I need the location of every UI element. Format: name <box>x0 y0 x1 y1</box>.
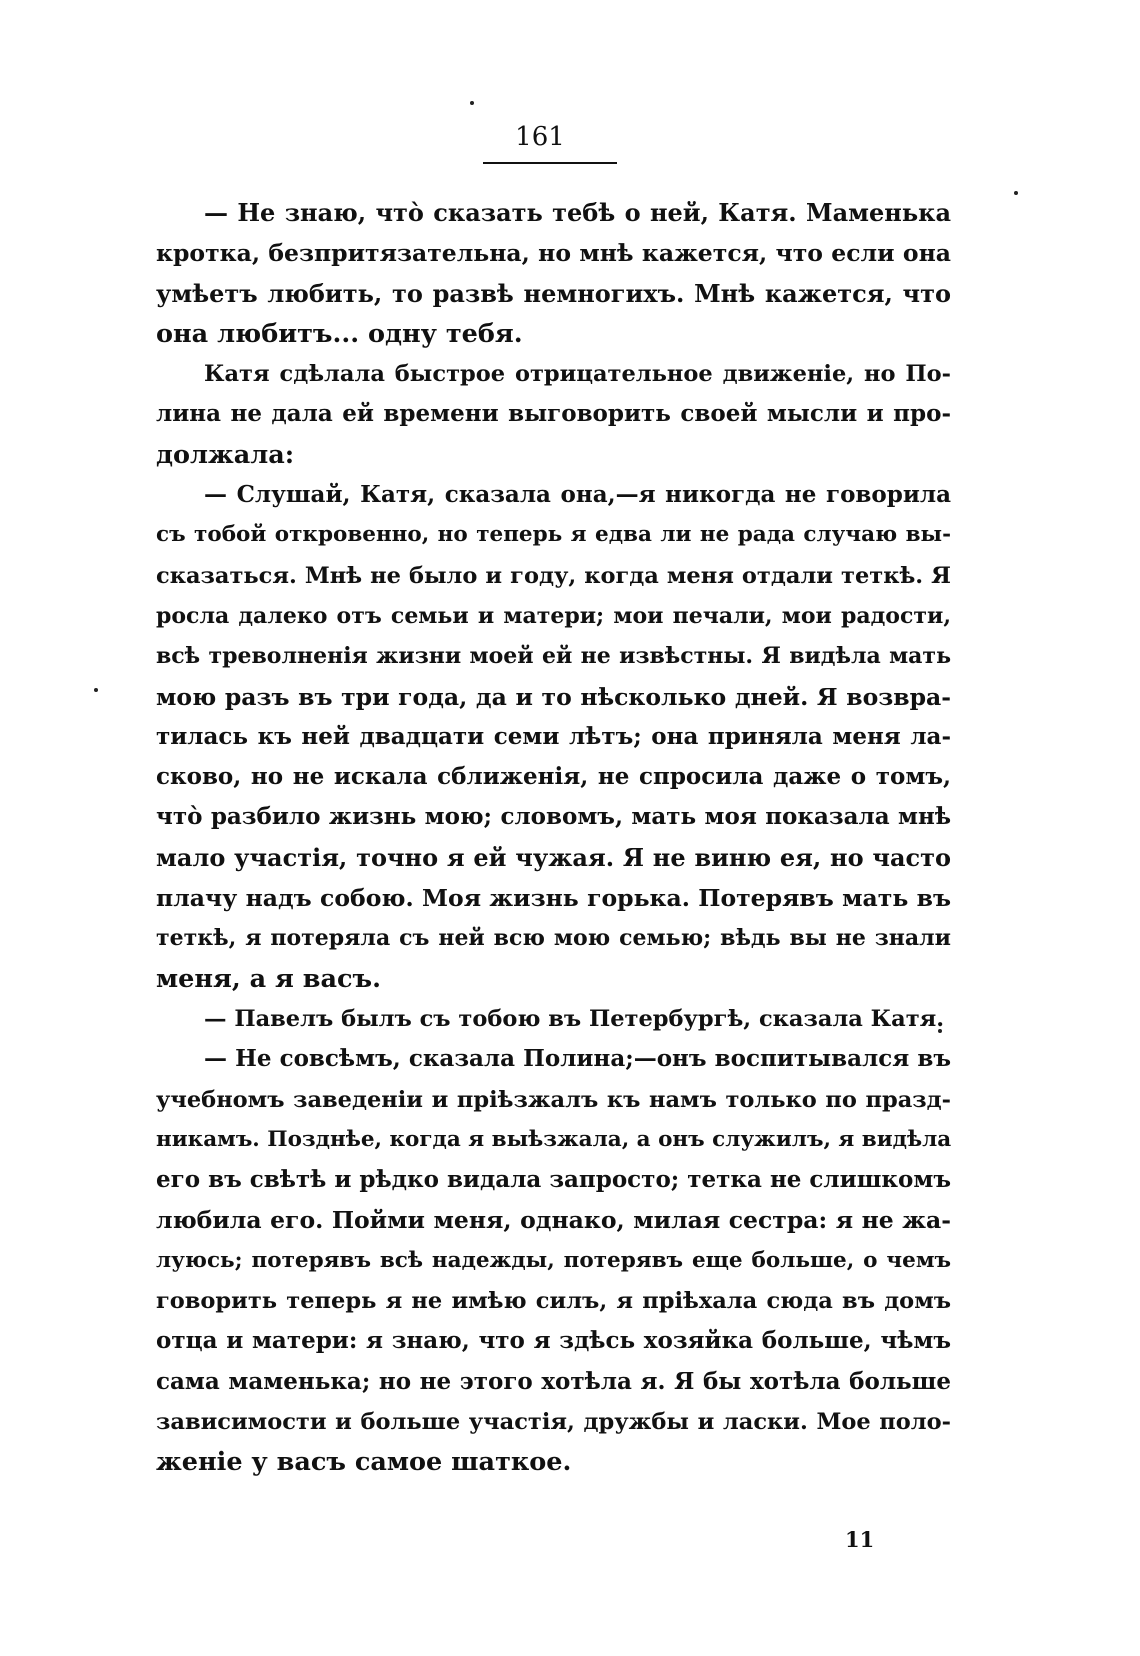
text-line: съ тобой откровенно, но теперь я едва ли не рада случаю вы- <box>156 522 951 548</box>
text-line: кротка, безпритязательна, но мнѣ кажется, что если она <box>156 239 951 268</box>
text-line: плачу надъ собою. Моя жизнь горька. Потерявъ мать въ <box>156 884 951 913</box>
text-line: мало участія, точно я ей чужая. Я не виню ея, но часто <box>156 842 951 872</box>
page-number: 161 <box>515 122 565 152</box>
text-line: Катя сдѣлала быстрое отрицательное движеніе, но По- <box>204 361 951 388</box>
text-line: — Не совсѣмъ, сказала Полина;—онъ воспитывался въ <box>204 1045 951 1073</box>
print-speck <box>470 101 474 105</box>
text-line: говорить теперь я не имѣю силъ, я пріѣхала сюда въ домъ <box>156 1288 951 1315</box>
text-line: — Павелъ былъ съ тобою въ Петербургѣ, сказала Катя. <box>204 1005 945 1032</box>
text-line: сково, но не искала сближенія, не спросила даже о томъ, <box>156 763 951 791</box>
text-line: мою разъ въ три года, да и то нѣсколько дней. Я возвра- <box>156 682 951 711</box>
text-line: любила его. Пойми меня, однако, милая сестра: я не жа- <box>156 1206 951 1235</box>
header-rule <box>483 162 617 164</box>
text-line: тилась къ ней двадцати семи лѣтъ; она приняла меня ла- <box>156 722 951 750</box>
signature-mark: 11 <box>845 1527 875 1552</box>
text-line: никамъ. Позднѣе, когда я выѣзжала, а онъ служилъ, я видѣла <box>156 1126 952 1152</box>
text-line: луюсь; потерявъ всѣ надежды, потерявъ еще больше, о чемъ <box>156 1247 951 1273</box>
text-line: умѣетъ любить, то развѣ немногихъ. Мнѣ кажется, что <box>156 278 951 308</box>
text-line: росла далеко отъ семьи и матери; мои печали, мои радости, <box>156 602 951 629</box>
print-speck <box>1014 191 1018 195</box>
text-line: сама маменька; но не этого хотѣла я. Я бы хотѣла больше <box>156 1367 951 1395</box>
text-line: сказаться. Мнѣ не было и году, когда меня отдали теткѣ. Я <box>156 562 951 589</box>
text-line: отца и матери: я знаю, что я здѣсь хозяйка больше, чѣмъ <box>156 1327 951 1355</box>
text-line: теткѣ, я потеряла съ ней всю мою семью; вѣдь вы не знали <box>156 925 951 952</box>
text-line: женіе у васъ самое шаткое. <box>156 1447 572 1478</box>
text-line: чтò разбило жизнь мою; словомъ, мать моя показала мнѣ <box>156 803 951 831</box>
text-line: учебномъ заведеніи и пріѣзжалъ къ намъ только по празд- <box>156 1086 951 1113</box>
text-line: его въ свѣтѣ и рѣдко видала запросто; тетка не слишкомъ <box>156 1166 951 1194</box>
text-line: лина не дала ей времени выговорить своей мысли и про- <box>156 400 951 428</box>
text-line: меня, а я васъ. <box>156 963 381 994</box>
text-line: всѣ треволненія жизни моей ей не извѣстны. Я видѣла мать <box>156 643 951 670</box>
text-line: она любитъ... одну тебя. <box>156 318 523 349</box>
text-line: зависимости и больше участія, дружбы и ласки. Мое поло- <box>156 1408 951 1435</box>
text-line: должала: <box>156 439 295 470</box>
text-line: — Не знаю, чтò сказать тебѣ о ней, Катя. Маменька <box>204 198 951 227</box>
print-speck <box>94 688 98 692</box>
text-line: — Слушай, Катя, сказала она,—я никогда не говорила <box>204 481 951 509</box>
body-text <box>156 193 951 1483</box>
